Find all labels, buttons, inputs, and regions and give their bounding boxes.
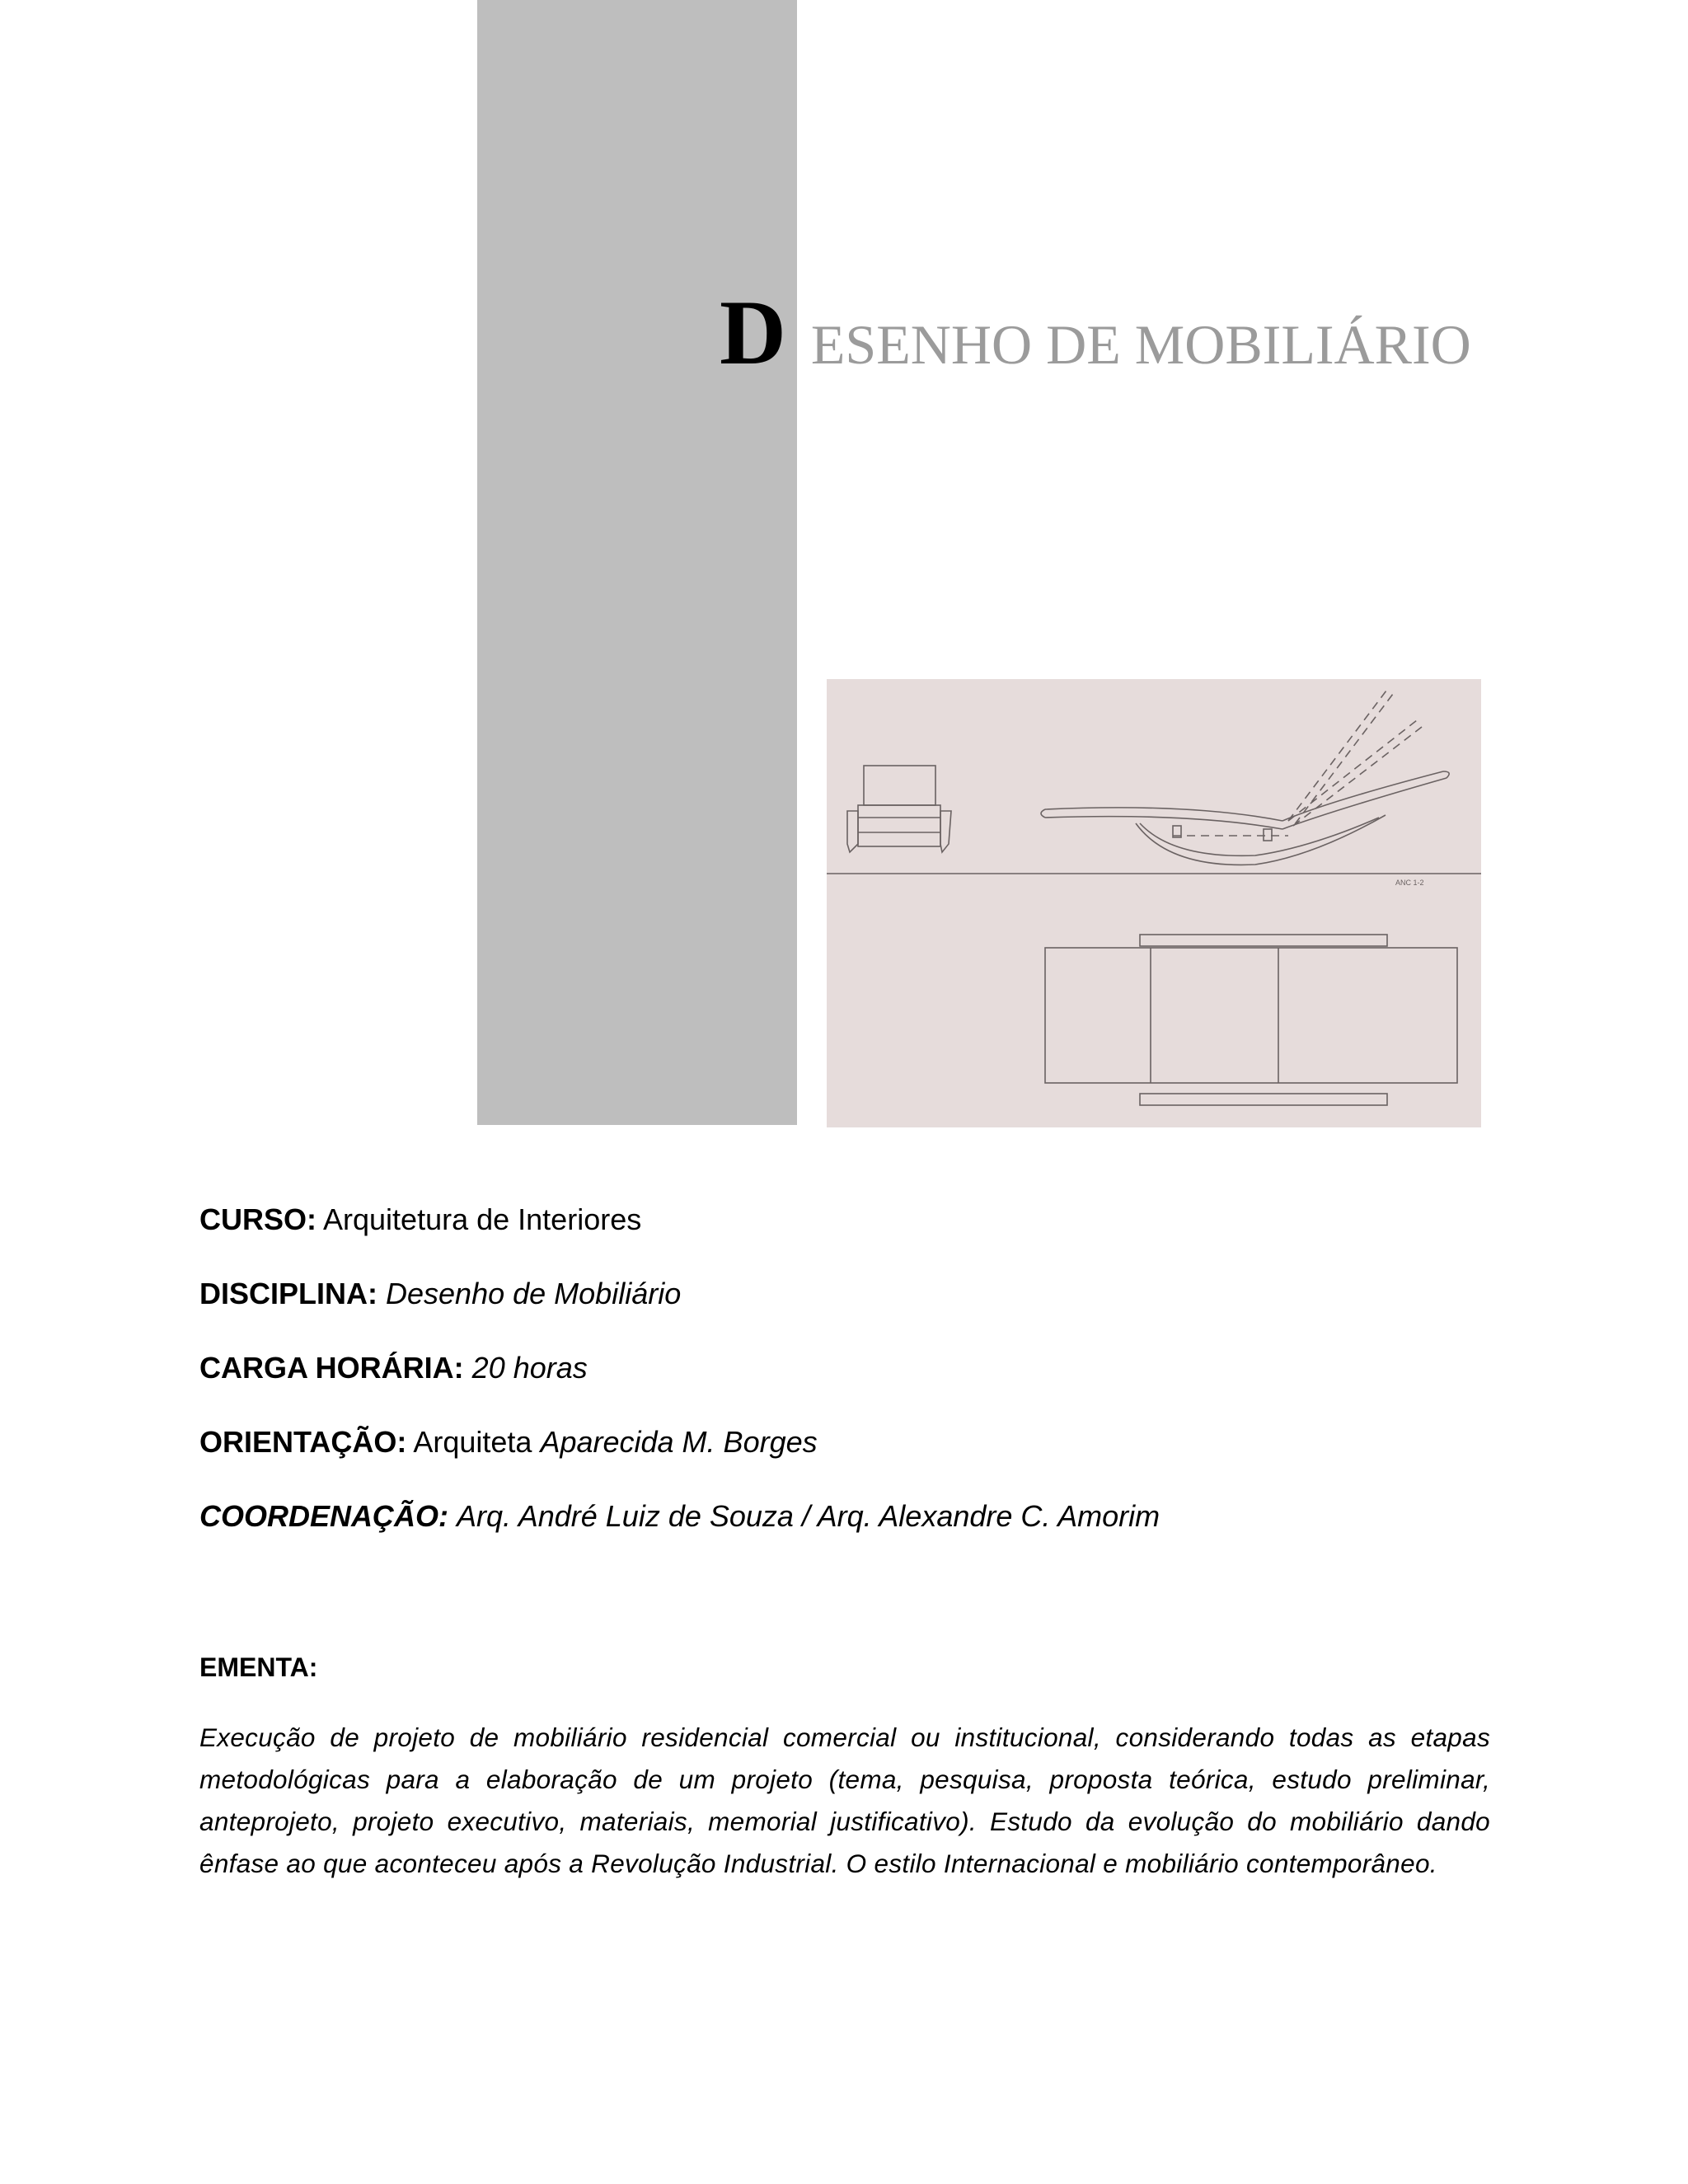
coordenacao-value: Arq. André Luiz de Souza / Arq. Alexandre C. Amorim — [457, 1499, 1160, 1533]
ementa-heading: EMENTA: — [199, 1652, 318, 1682]
drawing-signature: ANC 1-2 — [1395, 879, 1424, 887]
disciplina-value: Desenho de Mobiliário — [386, 1277, 682, 1310]
plan-top-rail — [1140, 935, 1387, 946]
carga-value: 20 horas — [471, 1351, 588, 1385]
info-disciplina — [199, 1276, 1490, 1312]
decorative-gray-bar — [477, 0, 797, 1125]
disciplina-label: DISCIPLINA: — [199, 1277, 377, 1310]
orientacao-name: Aparecida M. Borges — [540, 1425, 818, 1459]
curso-value: Arquitetura de Interiores — [323, 1202, 642, 1236]
title-rest: ESENHO DE MOBILIÁRIO — [810, 313, 1471, 376]
info-coordenacao — [199, 1498, 1490, 1535]
orientacao-prefix: Arquiteta — [413, 1425, 532, 1459]
info-carga-horaria — [199, 1350, 1490, 1386]
curso-label: CURSO: — [199, 1202, 316, 1236]
plan-bottom-rail — [1140, 1094, 1387, 1105]
plan-outline — [1045, 948, 1457, 1083]
lounger-seat-line — [1045, 808, 1282, 821]
course-info — [199, 1202, 1490, 1572]
coordenacao-label: COORDENAÇÃO: — [199, 1499, 448, 1533]
page-title — [720, 280, 1471, 387]
furniture-sketch-image — [827, 679, 1481, 1127]
ementa-paragraph: Execução de projeto de mobiliário residencial comercial ou institucional, considerando todas as etapas metodológicas para a elaboração de um projeto (tema, pesquisa, proposta teórica, estudo preliminar, anteprojeto, projeto executivo, materiais, memorial justificativo). Estudo da evolução do mobiliário dando ênfase ao que aconteceu após a Revolução Industrial. O estilo Internacional e mobiliário contemporâneo. — [199, 1722, 1490, 1878]
lounger-rocker-base — [1136, 815, 1386, 865]
orientacao-label: ORIENTAÇÃO: — [199, 1425, 407, 1459]
title-initial: D — [720, 282, 786, 384]
carga-label: CARGA HORÁRIA: — [199, 1351, 464, 1385]
chair-front-seat — [858, 805, 940, 846]
info-curso — [199, 1202, 1490, 1238]
info-orientacao — [199, 1424, 1490, 1460]
chair-front-backrest — [864, 766, 935, 805]
